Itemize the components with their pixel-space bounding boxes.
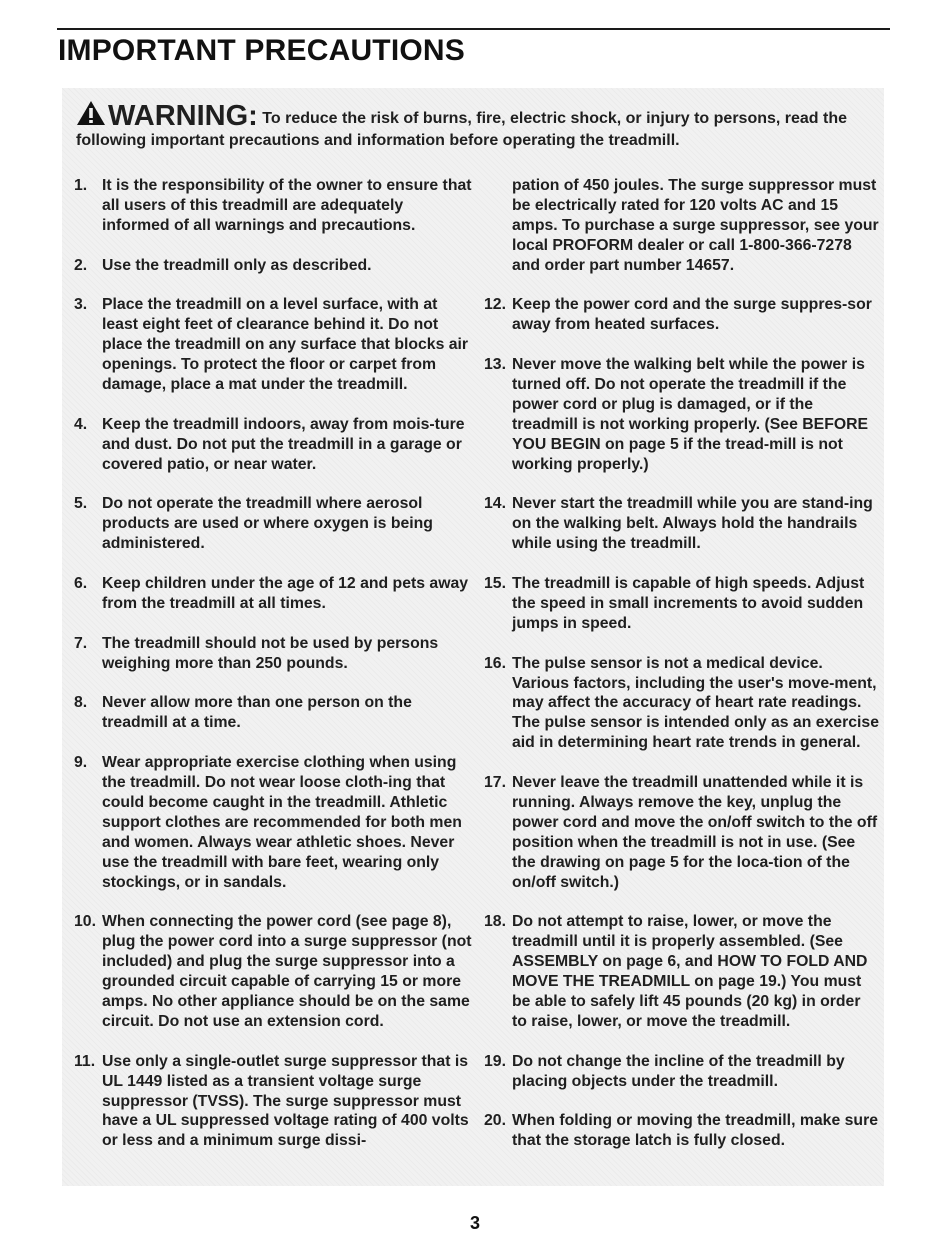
- item-text: The pulse sensor is not a medical device. Various factors, including the user's move-ment, may affect the accuracy of heart rate readings. The pulse sensor is intended only as an exercise aid in determining heart rate trends in general.: [512, 654, 879, 752]
- item-number: 13.: [484, 356, 506, 374]
- item-text: Do not change the incline of the treadmill by placing objects under the treadmill.: [512, 1052, 845, 1090]
- precaution-item-8: [74, 693, 474, 733]
- item-text: Do not attempt to raise, lower, or move the treadmill until it is properly assembled. (See ASSEMBLY on page 6, and HOW TO FOLD AND MOVE THE TREADMILL on page 19.) You must be able to safely lift 45 pounds (20 kg) in order to raise, lower, or move the treadmill.: [512, 913, 868, 1030]
- warning-heading: WARNING:: [108, 100, 258, 132]
- precaution-item-12: [484, 295, 879, 335]
- item-text: Never allow more than one person on the treadmill at a time.: [102, 694, 412, 732]
- item-text: Wear appropriate exercise clothing when using the treadmill. Do not wear loose cloth-ing that could become caught in the treadmill. Athletic support clothes are recommended for both men and women. Always wear athletic shoes. Never use the treadmill with bare feet, wearing only stockings, or in sandals.: [102, 754, 462, 891]
- precaution-item-17: [484, 773, 879, 892]
- precaution-item-5: [74, 494, 474, 554]
- left-column: [74, 176, 474, 1171]
- precaution-item-7: [74, 634, 474, 674]
- item-text: The treadmill is capable of high speeds. Adjust the speed in small increments to avoid sudden jumps in speed.: [512, 575, 865, 632]
- warning-paragraph: [76, 100, 876, 152]
- item-number: 5.: [74, 495, 88, 513]
- item-number: 16.: [484, 654, 506, 672]
- item-number: 6.: [74, 575, 88, 593]
- item-text: It is the responsibility of the owner to ensure that all users of this treadmill are adequately informed of all warnings and precautions.: [102, 177, 472, 234]
- item-number: 20.: [484, 1112, 506, 1130]
- item-number: 9.: [74, 754, 88, 772]
- item-number: 19.: [484, 1052, 506, 1070]
- precaution-item-3: [74, 295, 474, 395]
- precaution-item-2: [74, 256, 474, 276]
- item-text: Keep the treadmill indoors, away from mois-ture and dust. Do not put the treadmill in a garage or covered patio, or near water.: [102, 415, 465, 473]
- item-number: 4.: [74, 415, 88, 433]
- item-text: Never start the treadmill while you are stand-ing on the walking belt. Always hold the handrails while using the treadmill.: [512, 495, 873, 553]
- item-number: 18.: [484, 913, 506, 931]
- item-text: When connecting the power cord (see page 8), plug the power cord into a surge suppressor (not included) and plug the surge suppressor into a grounded circuit capable of carrying 15 or more amps. No other appliance should be on the same circuit. Do not use an extension cord.: [102, 913, 472, 1030]
- precaution-item-11: [74, 1052, 474, 1152]
- precaution-item-19: [484, 1052, 879, 1092]
- precaution-item-15: [484, 574, 879, 634]
- item-text: Use the treadmill only as described.: [102, 256, 372, 274]
- item-number: 11.: [74, 1052, 96, 1070]
- precaution-item-16: [484, 654, 879, 754]
- precaution-item-9: [74, 753, 474, 892]
- precaution-item-10: [74, 912, 474, 1031]
- warning-text: To reduce the risk of burns, fire, electric shock, or injury to persons, read the following important precautions and information before operating the treadmill.: [76, 110, 848, 149]
- precaution-item-14: [484, 494, 879, 554]
- right-column: [484, 176, 879, 1171]
- item-number: 3.: [74, 296, 88, 314]
- precaution-item-6: [74, 574, 474, 614]
- item-number: 12.: [484, 296, 506, 314]
- item-text: Never leave the treadmill unattended while it is running. Always remove the key, unplug the power cord and move the on/off switch to the off position when the treadmill is not in use. (See the drawing on page 5 for the loca-tion of the on/off switch.): [512, 774, 878, 891]
- item-number: 15.: [484, 575, 506, 593]
- item-text: Keep children under the age of 12 and pets away from the treadmill at all times.: [102, 575, 469, 612]
- item-text: When folding or moving the treadmill, make sure that the storage latch is fully closed.: [512, 1112, 879, 1150]
- precaution-item-4: [74, 415, 474, 475]
- item-number: 17.: [484, 774, 506, 792]
- precaution-item-11-continued: pation of 450 joules. The surge suppressor must be electrically rated for 120 volts AC and 15 amps. To purchase a surge suppressor, see your local PROFORM dealer or call 1-800-366-7278 and order part number 14657.: [512, 177, 879, 274]
- page-title: IMPORTANT PRECAUTIONS: [58, 34, 465, 67]
- item-number: 10.: [74, 913, 96, 931]
- item-text: Keep the power cord and the surge suppres-sor away from heated surfaces.: [512, 296, 872, 334]
- item-number: 2.: [74, 256, 88, 274]
- top-rule: [57, 28, 890, 30]
- item-text: Do not operate the treadmill where aerosol products are used or where oxygen is being administered.: [102, 495, 433, 553]
- item-text: Place the treadmill on a level surface, with at least eight feet of clearance behind it. Do not place the treadmill on any surface that blocks air openings. To protect the floor or carpet from damage, place a mat under the treadmill.: [102, 296, 469, 394]
- precaution-item-20: [484, 1111, 879, 1151]
- precaution-item-13: [484, 355, 879, 474]
- warning-triangle-icon: [76, 100, 106, 126]
- item-number: 1.: [74, 177, 88, 194]
- precaution-item-18: [484, 912, 879, 1031]
- precaution-item-1: [74, 176, 474, 236]
- item-number: 14.: [484, 495, 506, 513]
- item-text: Never move the walking belt while the power is turned off. Do not operate the treadmill if the power cord or plug is damaged, or if the treadmill is not working properly. (See BEFORE YOU BEGIN on page 5 if the tread-mill is not working properly.): [512, 356, 869, 473]
- page-number: 3: [469, 1213, 480, 1233]
- item-number: 7.: [74, 634, 88, 652]
- item-number: 8.: [74, 694, 88, 712]
- item-text: Use only a single-outlet surge suppressor that is UL 1449 listed as a transient voltage surge suppressor (TVSS). The surge suppressor must have a UL suppressed voltage rating of 400 volts or less and a minimum surge dissi-: [102, 1052, 469, 1150]
- item-text: The treadmill should not be used by persons weighing more than 250 pounds.: [102, 634, 439, 672]
